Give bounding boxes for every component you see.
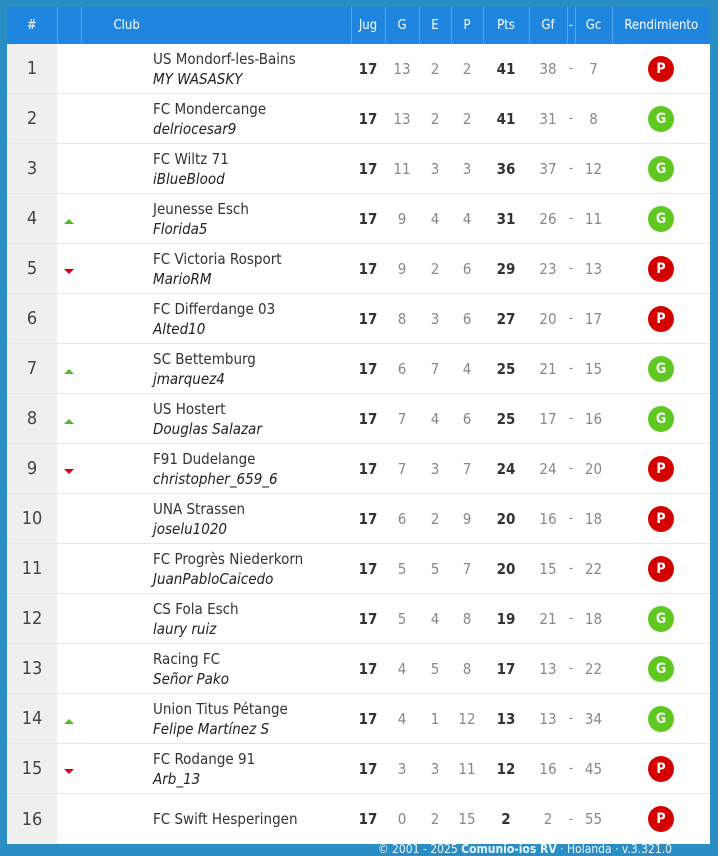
club-name[interactable]: US Mondorf-les-Bains [153, 49, 296, 68]
club-name[interactable]: US Hostert [153, 399, 226, 418]
table-row[interactable] [7, 444, 710, 494]
row-played: 17 [351, 544, 385, 594]
row-played: 17 [351, 744, 385, 794]
row-performance [612, 194, 710, 244]
table-row[interactable] [7, 494, 710, 544]
performance-badge[interactable]: G [648, 156, 674, 182]
header-points[interactable]: Pts [483, 7, 529, 44]
manager-name[interactable]: Alted10 [153, 319, 206, 338]
manager-name[interactable]: Felipe Martínez S [153, 719, 270, 738]
row-goals-against: 22 [575, 644, 612, 694]
trend-up-icon [64, 419, 74, 424]
row-drawn: 2 [419, 44, 451, 94]
row-goals-for: 37 [529, 144, 567, 194]
row-points: 25 [483, 394, 529, 444]
row-won: 8 [385, 294, 419, 344]
row-goals-against: 11 [575, 194, 612, 244]
row-played: 17 [351, 694, 385, 744]
row-goals-against: 18 [575, 494, 612, 544]
row-points: 41 [483, 44, 529, 94]
row-separator: - [567, 394, 575, 444]
trend-down-icon [64, 269, 74, 274]
row-club[interactable] [81, 694, 351, 744]
club-name[interactable]: FC Wiltz 71 [153, 149, 229, 168]
row-goals-for: 21 [529, 594, 567, 644]
row-drawn: 5 [419, 544, 451, 594]
row-club[interactable] [81, 194, 351, 244]
row-club[interactable] [81, 394, 351, 444]
manager-name[interactable]: jmarquez4 [153, 369, 225, 388]
trend-down-icon [64, 469, 74, 474]
row-goals-for: 21 [529, 344, 567, 394]
row-trend [57, 294, 81, 344]
row-goals-for: 2 [543, 810, 553, 828]
row-points: 24 [483, 444, 529, 494]
club-name[interactable]: FC Differdange 03 [153, 299, 276, 318]
row-performance [612, 94, 710, 144]
row-goals-for: 16 [529, 744, 567, 794]
table-row[interactable] [7, 144, 710, 194]
header-performance[interactable]: Rendimiento [612, 7, 710, 44]
row-separator: - [567, 544, 575, 594]
row-separator: - [567, 644, 575, 694]
row-position: 3 [7, 144, 57, 194]
row-goals-against: 20 [575, 444, 612, 494]
row-goals-against: 34 [575, 694, 612, 744]
row-lost: 7 [451, 444, 483, 494]
row-separator: - [567, 294, 575, 344]
row-played: 17 [351, 94, 385, 144]
row-won: 4 [385, 694, 419, 744]
row-trend [57, 394, 81, 444]
row-position: 2 [7, 94, 57, 144]
performance-badge[interactable]: P [648, 556, 674, 582]
row-goals-for: 26 [529, 194, 567, 244]
row-goals-for: 15 [529, 544, 567, 594]
row-trend [57, 144, 81, 194]
row-played: 17 [351, 244, 385, 294]
performance-badge[interactable]: G [648, 606, 674, 632]
row-position: 8 [7, 394, 57, 444]
row-drawn: 3 [419, 144, 451, 194]
row-position: 11 [7, 544, 57, 594]
row-drawn: 1 [419, 694, 451, 744]
row-played: 17 [351, 594, 385, 644]
row-trend [57, 694, 81, 744]
row-separator: - [567, 494, 575, 544]
row-lost: 4 [451, 344, 483, 394]
row-points: 25 [483, 344, 529, 394]
row-played: 17 [351, 194, 385, 244]
row-goals-against: 13 [575, 244, 612, 294]
performance-badge[interactable]: G [648, 106, 674, 132]
row-drawn: 4 [419, 194, 451, 244]
row-points: 2 [501, 810, 511, 828]
row-club[interactable] [81, 144, 351, 194]
row-goals-against: 55 [584, 810, 603, 828]
performance-badge[interactable]: P [648, 806, 674, 832]
performance-badge[interactable]: P [648, 256, 674, 282]
row-separator: - [567, 744, 575, 794]
row-drawn: 2 [430, 810, 440, 828]
row-trend [57, 594, 81, 644]
row-won: 9 [385, 244, 419, 294]
header-lost[interactable]: P [451, 7, 483, 44]
row-goals-against: 15 [575, 344, 612, 394]
row-position: 10 [7, 494, 57, 544]
row-won: 6 [385, 344, 419, 394]
header-club[interactable]: Club [81, 7, 351, 44]
header-separator: - [567, 7, 575, 44]
row-performance [612, 644, 710, 694]
row-points: 31 [483, 194, 529, 244]
table-row[interactable] [7, 594, 710, 644]
performance-badge[interactable]: G [648, 356, 674, 382]
row-position: 13 [7, 644, 57, 694]
manager-name[interactable]: Florida5 [153, 219, 208, 238]
row-separator: - [567, 444, 575, 494]
performance-badge[interactable]: P [648, 56, 674, 82]
row-goals-against: 8 [575, 94, 612, 144]
table-row[interactable] [7, 394, 710, 444]
row-won: 11 [385, 144, 419, 194]
row-points: 13 [483, 694, 529, 744]
row-trend [57, 744, 81, 794]
row-performance [612, 294, 710, 344]
row-lost: 6 [451, 294, 483, 344]
row-position: 12 [7, 594, 57, 644]
club-name[interactable]: FC Progrès Niederkorn [153, 549, 304, 568]
row-position: 16 [7, 794, 57, 845]
row-won: 3 [385, 744, 419, 794]
row-trend [57, 644, 81, 694]
row-trend [57, 344, 81, 394]
row-club[interactable] [81, 644, 351, 694]
header-won[interactable]: G [385, 7, 419, 44]
row-club[interactable] [81, 344, 351, 394]
row-lost: 15 [458, 810, 476, 828]
row-drawn: 5 [419, 644, 451, 694]
row-points: 19 [483, 594, 529, 644]
row-separator: - [567, 144, 575, 194]
row-goals-against: 16 [575, 394, 612, 444]
row-played: 17 [351, 444, 385, 494]
header-position[interactable]: # [7, 7, 57, 44]
row-won: 9 [385, 194, 419, 244]
row-club[interactable] [81, 244, 351, 294]
header-trend [57, 7, 81, 44]
footer-brand[interactable]: Comunio-ios RV [461, 842, 557, 856]
row-won: 4 [385, 644, 419, 694]
row-trend [57, 194, 81, 244]
row-won: 7 [385, 394, 419, 444]
row-points: 20 [483, 494, 529, 544]
row-separator: - [567, 44, 575, 94]
row-lost: 3 [451, 144, 483, 194]
table-row[interactable] [7, 644, 710, 694]
trend-up-icon [64, 719, 74, 724]
row-performance [612, 394, 710, 444]
row-won: 7 [385, 444, 419, 494]
row-club[interactable] [81, 444, 351, 494]
footer [0, 842, 718, 856]
row-position: 1 [7, 44, 57, 94]
club-name[interactable]: FC Swift Hesperingen [153, 810, 298, 828]
row-club[interactable] [81, 44, 351, 94]
row-points: 20 [483, 544, 529, 594]
row-trend [57, 544, 81, 594]
row-lost: 12 [451, 694, 483, 744]
performance-badge[interactable]: G [648, 206, 674, 232]
row-played: 17 [351, 394, 385, 444]
club-name[interactable]: F91 Dudelange [153, 449, 256, 468]
performance-badge[interactable]: G [648, 706, 674, 732]
row-performance [612, 494, 710, 544]
row-separator: - [567, 694, 575, 744]
row-played: 17 [351, 294, 385, 344]
manager-name[interactable]: MarioRM [153, 269, 212, 288]
row-club[interactable] [81, 494, 351, 544]
club-name[interactable]: CS Fola Esch [153, 599, 239, 618]
row-lost: 4 [451, 194, 483, 244]
row-goals-against: 18 [575, 594, 612, 644]
trend-down-icon [64, 769, 74, 774]
standings-table-container [7, 7, 710, 844]
table-body [7, 44, 710, 844]
row-won: 5 [385, 594, 419, 644]
table-row[interactable] [7, 44, 710, 94]
row-drawn: 3 [419, 294, 451, 344]
row-separator: - [568, 811, 574, 827]
table-row[interactable] [7, 194, 710, 244]
row-points: 27 [483, 294, 529, 344]
row-goals-for: 23 [529, 244, 567, 294]
row-won: 13 [385, 44, 419, 94]
row-position: 5 [7, 244, 57, 294]
row-won: 6 [385, 494, 419, 544]
header-drawn[interactable]: E [419, 7, 451, 44]
row-trend [57, 494, 81, 544]
row-trend [57, 444, 81, 494]
row-lost: 9 [451, 494, 483, 544]
table-row[interactable] [7, 694, 710, 744]
row-performance [612, 544, 710, 594]
row-position: 14 [7, 694, 57, 744]
row-position: 9 [7, 444, 57, 494]
row-lost: 6 [451, 394, 483, 444]
row-played: 17 [351, 144, 385, 194]
row-drawn: 4 [419, 594, 451, 644]
table-row[interactable] [7, 294, 710, 344]
row-trend [57, 244, 81, 294]
row-goals-against: 7 [575, 44, 612, 94]
row-lost: 6 [451, 244, 483, 294]
row-played: 17 [351, 344, 385, 394]
table-row[interactable] [7, 344, 710, 394]
row-performance [612, 594, 710, 644]
row-separator: - [567, 194, 575, 244]
club-name[interactable]: FC Victoria Rosport [153, 249, 282, 268]
row-position: 7 [7, 344, 57, 394]
standings-table [7, 7, 710, 844]
performance-badge[interactable]: P [648, 456, 674, 482]
header-goals-for[interactable]: Gf [529, 7, 567, 44]
performance-badge[interactable]: P [648, 306, 674, 332]
table-row[interactable] [7, 794, 710, 845]
club-name[interactable]: SC Bettemburg [153, 349, 256, 368]
row-performance [612, 44, 710, 94]
row-played: 17 [351, 44, 385, 94]
club-name[interactable]: FC Rodange 91 [153, 749, 256, 768]
row-points: 12 [483, 744, 529, 794]
row-drawn: 2 [419, 244, 451, 294]
row-drawn: 3 [419, 744, 451, 794]
table-row[interactable] [7, 744, 710, 794]
row-drawn: 2 [419, 494, 451, 544]
table-row[interactable] [7, 94, 710, 144]
row-performance [612, 244, 710, 294]
row-club[interactable] [81, 94, 351, 144]
row-won: 5 [385, 544, 419, 594]
manager-name[interactable]: delriocesar9 [153, 119, 237, 138]
row-lost: 8 [451, 594, 483, 644]
row-position: 15 [7, 744, 57, 794]
trend-up-icon [64, 369, 74, 374]
club-name[interactable]: FC Mondercange [153, 99, 267, 118]
row-goals-for: 16 [529, 494, 567, 544]
row-lost: 8 [451, 644, 483, 694]
performance-badge[interactable]: P [648, 756, 674, 782]
trend-up-icon [64, 219, 74, 224]
club-name[interactable]: Union Titus Pétange [153, 699, 288, 718]
performance-badge[interactable]: P [648, 506, 674, 532]
row-lost: 2 [451, 44, 483, 94]
row-club[interactable] [81, 744, 351, 794]
club-name[interactable]: UNA Strassen [153, 499, 246, 518]
row-goals-for: 17 [529, 394, 567, 444]
table-header-row [7, 7, 710, 44]
row-performance [612, 144, 710, 194]
row-performance [612, 444, 710, 494]
row-goals-against: 12 [575, 144, 612, 194]
row-position: 6 [7, 294, 57, 344]
row-points: 36 [483, 144, 529, 194]
row-lost: 11 [451, 744, 483, 794]
row-goals-for: 13 [529, 644, 567, 694]
row-drawn: 7 [419, 344, 451, 394]
manager-name[interactable]: iBlueBlood [153, 169, 225, 188]
row-club[interactable] [81, 544, 351, 594]
table-row[interactable] [7, 544, 710, 594]
row-separator: - [567, 594, 575, 644]
club-name[interactable]: Jeunesse Esch [153, 199, 249, 218]
row-points: 17 [483, 644, 529, 694]
row-trend [57, 94, 81, 144]
performance-badge[interactable]: G [648, 406, 674, 432]
manager-name[interactable]: laury ruiz [153, 619, 217, 638]
header-goals-against[interactable]: Gc [575, 7, 612, 44]
row-points: 29 [483, 244, 529, 294]
manager-name[interactable]: Douglas Salazar [153, 419, 262, 438]
row-position: 4 [7, 194, 57, 244]
row-goals-against: 17 [575, 294, 612, 344]
row-trend [57, 44, 81, 94]
manager-name[interactable]: joselu1020 [153, 519, 227, 538]
row-separator: - [567, 244, 575, 294]
row-points: 41 [483, 94, 529, 144]
row-played: 17 [351, 494, 385, 544]
row-played: 17 [351, 644, 385, 694]
manager-name[interactable]: Arb_13 [153, 769, 201, 788]
club-name[interactable]: Racing FC [153, 649, 221, 668]
footer-copyright: © 2001 - 2025 [377, 842, 462, 856]
row-goals-for: 38 [529, 44, 567, 94]
row-won: 13 [385, 94, 419, 144]
manager-name[interactable]: christopher_659_6 [153, 469, 278, 488]
row-club[interactable] [81, 594, 351, 644]
row-performance [612, 694, 710, 744]
manager-name[interactable]: MY WASASKY [153, 69, 243, 88]
row-lost: 7 [451, 544, 483, 594]
row-goals-against: 45 [575, 744, 612, 794]
row-club[interactable] [81, 794, 351, 845]
row-separator: - [567, 94, 575, 144]
row-goals-for: 31 [529, 94, 567, 144]
row-goals-for: 20 [529, 294, 567, 344]
row-performance [612, 794, 710, 845]
manager-name[interactable]: JuanPabloCaicedo [153, 569, 274, 588]
row-club[interactable] [81, 294, 351, 344]
row-performance [612, 344, 710, 394]
row-goals-for: 24 [529, 444, 567, 494]
table-row[interactable] [7, 244, 710, 294]
performance-badge[interactable]: G [648, 656, 674, 682]
footer-tail: · Holanda · v.3.321.0 [556, 842, 672, 856]
manager-name[interactable]: Señor Pako [153, 669, 229, 688]
row-played: 17 [358, 810, 378, 828]
row-lost: 2 [451, 94, 483, 144]
row-drawn: 4 [419, 394, 451, 444]
row-performance [612, 744, 710, 794]
row-goals-against: 22 [575, 544, 612, 594]
row-trend [57, 794, 81, 845]
row-separator: - [567, 344, 575, 394]
row-drawn: 2 [419, 94, 451, 144]
row-won: 0 [397, 810, 407, 828]
row-drawn: 3 [419, 444, 451, 494]
header-played[interactable]: Jug [351, 7, 385, 44]
row-goals-for: 13 [529, 694, 567, 744]
